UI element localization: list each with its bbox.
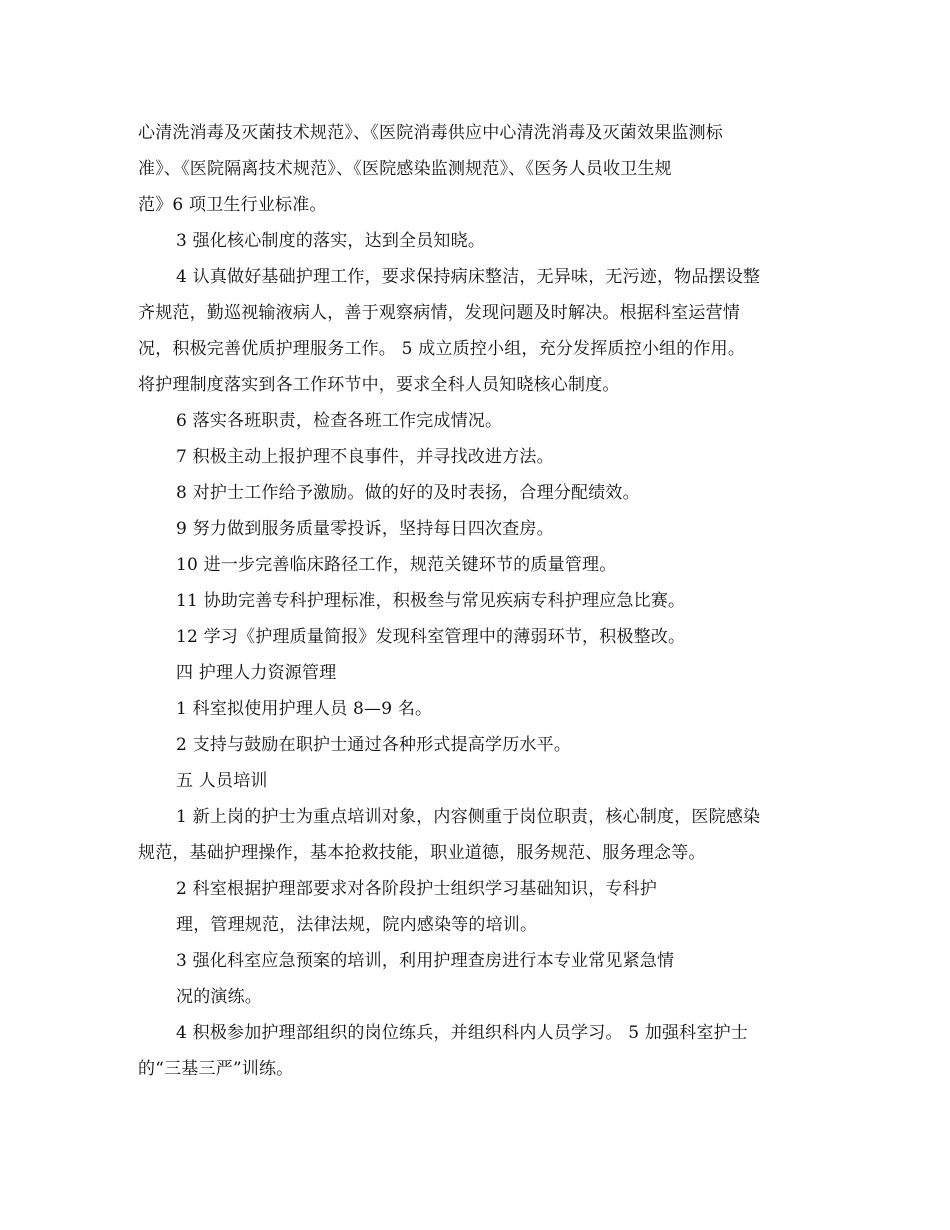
text-line: 况的演练。 — [176, 987, 262, 1007]
text-line: 2 科室根据护理部要求对各阶段护士组织学习基础知识，专科护 — [176, 879, 658, 899]
text-line: 规范，基础护理操作，基本抢救技能，职业道德，服务规范、服务理念等。 — [138, 843, 706, 863]
text-line: 4 积极参加护理部组织的岗位练兵，并组织科内人员学习。 5 加强科室护士 — [176, 1023, 749, 1043]
text-line: 1 科室拟使用护理人员 8—9 名。 — [176, 699, 433, 719]
text-line: 10 进一步完善临床路径工作，规范关键环节的质量管理。 — [176, 555, 617, 575]
text-line: 将护理制度落实到各工作环节中，要求全科人员知晓核心制度。 — [138, 375, 620, 395]
text-line: 2 支持与鼓励在职护士通过各种形式提高学历水平。 — [176, 735, 572, 755]
text-line: 7 积极主动上报护理不良事件，并寻找改进方法。 — [176, 447, 554, 467]
text-line: 3 强化核心制度的落实，达到全员知晓。 — [176, 231, 486, 251]
text-line: 12 学习《护理质量简报》发现科室管理中的薄弱环节，积极整改。 — [176, 627, 686, 647]
text-line: 6 落实各班职责，检查各班工作完成情况。 — [176, 411, 503, 431]
text-line: 3 强化科室应急预案的培训，利用护理查房进行本专业常见紧急情 — [176, 951, 675, 971]
text-line: 4 认真做好基础护理工作，要求保持病床整洁，无异味，无污迹，物品摆设整 — [176, 267, 761, 287]
text-line: 8 对护士工作给予激励。做的好的及时表扬，合理分配绩效。 — [176, 483, 640, 503]
section-heading: 四 护理人力资源管理 — [176, 663, 337, 683]
text-line: 心清洗消毒及灭菌技术规范》、《医院消毒供应中心清洗消毒及灭菌效果监测标 — [138, 123, 723, 143]
text-line: 范》6 项卫生行业标准。 — [138, 195, 327, 215]
text-line: 的“三基三严”训练。 — [138, 1059, 294, 1079]
text-line: 况，积极完善优质护理服务工作。 5 成立质控小组，充分发挥质控小组的作用。 — [138, 339, 746, 359]
section-heading: 五 人员培训 — [176, 771, 268, 791]
text-line: 9 努力做到服务质量零投诉，坚持每日四次查房。 — [176, 519, 554, 539]
text-line: 准》、《医院隔离技术规范》、《医院感染监测规范》、《医务人员收卫生规 — [138, 159, 672, 179]
text-line: 理，管理规范，法律法规，院内感染等的培训。 — [176, 915, 538, 935]
text-line: 齐规范，勤巡视输液病人，善于观察病情，发现问题及时解决。根据科室运营情 — [138, 303, 740, 323]
text-line: 1 新上岗的护士为重点培训对象，内容侧重于岗位职责，核心制度，医院感染 — [176, 807, 761, 827]
text-line: 11 协助完善专科护理标准，积极叁与常见疾病专科护理应急比赛。 — [176, 591, 686, 611]
